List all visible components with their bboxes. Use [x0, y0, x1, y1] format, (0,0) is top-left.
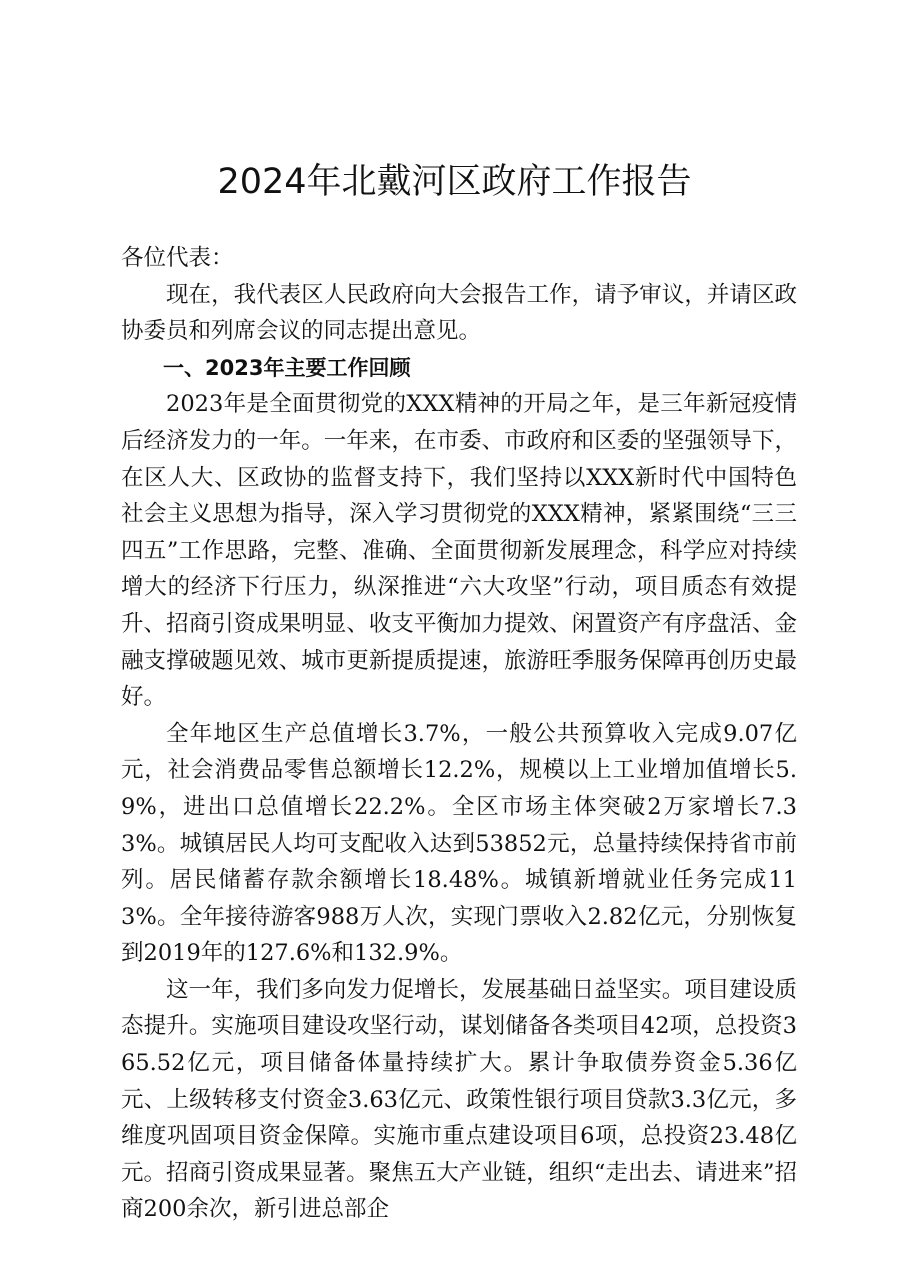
paragraph-overview: 2023年是全面贯彻党的XXX精神的开局之年，是三年新冠疫情后经济发力的一年。一年来，在市委、市政府和区委的坚强领导下，在区人大、区政协的监督支持下，我们坚持以XXX新时代中国特色社会主义思想为指导，深入学习贯彻党的XXX精神，紧紧围绕“三三四五”工作思路，完整、准确、全面贯彻新发展理念，科学应对持续增大的经济下行压力，纵深推进“六大攻坚”行动，项目质态有效提升、招商引资成果明显、收支平衡加力提效、闲置资产有序盘活、金融支撑破题见效、城市更新提质提速，旅游旺季服务保障再创历史最好。	[121, 391, 797, 711]
intro-paragraph: 现在，我代表区人民政府向大会报告工作，请予审议，并请区政协委员和列席会议的同志提出意见。	[121, 281, 797, 345]
paragraph-indicators: 全年地区生产总值增长3.7%，一般公共预算收入完成9.07亿元，社会消费品零售总额增长12.2%，规模以上工业增加值增长5.9%，进出口总值增长22.2%。全区市场主体突破2万家增长7.33%。城镇居民人均可支配收入达到53852元，总量持续保持省市前列。居民储蓄存款余额增长18.48%。城镇新增就业任务完成113%。全年接待游客988万人次，实现门票收入2.82亿元，分别恢复到2019年的127.6%和132.9%。	[121, 720, 797, 967]
document-body	[121, 240, 797, 1228]
section-heading: 一、2023年主要工作回顾	[163, 355, 411, 380]
document-title: 2024年北戴河区政府工作报告	[217, 162, 692, 202]
paragraph-projects: 这一年，我们多向发力促增长，发展基础日益坚实。项目建设质态提升。实施项目建设攻坚行动，谋划储备各类项目42项，总投资365.52亿元，项目储备体量持续扩大。累计争取债券资金5.36亿元、上级转移支付资金3.63亿元、政策性银行项目贷款3.3亿元，多维度巩固项目资金保障。实施市重点建设项目6项，总投资23.48亿元。招商引资成果显著。聚焦五大产业链，组织“走出去、请进来”招商200余次，新引进总部企	[121, 976, 797, 1223]
salutation: 各位代表：	[121, 245, 234, 271]
